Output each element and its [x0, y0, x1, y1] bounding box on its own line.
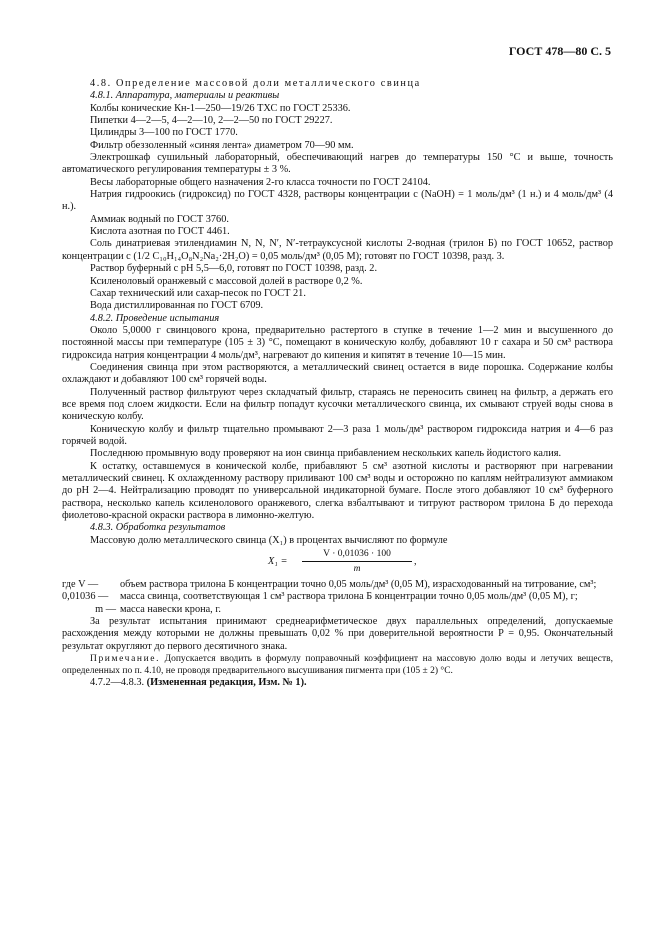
definition-text: масса свинца, соответствующая 1 см³ раствора трилона Б концентрации точно 0,05 моль/дм³ (0,05 М), г; — [120, 591, 578, 603]
definition-row — [62, 604, 613, 616]
change-text: (Измененная редакция, Изм. № 1). — [146, 677, 307, 689]
note — [62, 653, 613, 677]
text-line: Фильтр обеззоленный «синяя лента» диаметром 70—90 мм. — [90, 139, 354, 151]
paragraph: Около 5,0000 г свинцового крона, предварительно растертого в ступке в течение 1—2 мин и высушенного до постоянной массы при температуре (105 ± 3) °С, помещают в коническую колбу, добавляют 10 г сахара и 50 см³ раствора гидроксида натрия концентрации 4 моль/дм³, нагревают до кипения и кипятят в течение 10—15 мин. — [62, 324, 613, 361]
paragraph: Полученный раствор фильтруют через складчатый фильтр, стараясь не переносить свинец на фильтр, а держать его все время под слоем жидкости. Если на фильтр попадут кусочки металлического свинца, их смывают струей воды снова в коническую колбу. — [62, 386, 613, 423]
text-line: Цилиндры 3—100 по ГОСТ 1770. — [90, 127, 238, 139]
formula-lhs: X₁ = — [268, 556, 288, 568]
definition-label: где V — — [62, 579, 99, 591]
text-line: Пипетки 4—2—5, 4—2—10, 2—2—50 по ГОСТ 29227. — [90, 115, 333, 127]
text-line: Колбы конические Кн-1—250—19/26 ТХС по ГОСТ 25336. — [90, 102, 351, 114]
note-text: Допускается вводить в формулу поправочный коэффициент на массовую долю воды и летучих веществ, определенных по п. 4.10, не проводя предварительного высушивания пигмента при (105 ± 2) °С. — [62, 654, 613, 677]
text-line: Кислота азотная по ГОСТ 4461. — [90, 226, 230, 238]
text-line: Вода дистиллированная по ГОСТ 6709. — [90, 300, 264, 312]
formula-denominator: m — [353, 564, 361, 575]
paragraph: Массовую долю металлического свинца (X₁) в процентах вычисляют по формуле — [90, 534, 448, 546]
text-line: Сахар технический или сахар-песок по ГОСТ 21. — [90, 287, 306, 299]
subsection-heading: 4.8.2. Проведение испытания — [90, 312, 220, 324]
definition-row — [62, 591, 613, 603]
formula — [62, 547, 613, 579]
subsection-heading: 4.8.1. Аппаратура, материалы и реактивы — [90, 90, 280, 102]
text-line: Весы лабораторные общего назначения 2-го класса точности по ГОСТ 24104. — [90, 176, 431, 188]
definition-label: 0,01036 — — [62, 591, 109, 603]
paragraph: Соединения свинца при этом растворяются, а металлический свинец остается в виде порошка. Содержание колбы охлаждают и добавляют 100 см³ горячей воды. — [62, 361, 613, 386]
document-body — [62, 78, 613, 689]
result-paragraph: За результат испытания принимают среднеарифметическое двух параллельных определений, допускаемые расхождения между которыми не должны превышать 0,02 % при доверительной вероятности P = 0,95. Окончательный результат округляют до первого десятичного знака. — [62, 616, 613, 652]
change-note — [62, 677, 613, 689]
note-label: Примечание. — [90, 654, 161, 665]
text-line: Аммиак водный по ГОСТ 3760. — [90, 213, 229, 225]
definition-text: объем раствора трилона Б концентрации точно 0,05 моль/дм³ (0,05 М), израсходованный на титрование, см³; — [120, 579, 597, 591]
paragraph: Коническую колбу и фильтр тщательно промывают 2—3 раза 1 моль/дм³ раствором гидроксида натрия и 4—6 раз горячей водой. — [62, 423, 613, 447]
paragraph: Электрошкаф сушильный лабораторный, обеспечивающий нагрев до температуры 150 °С и выше, точность автоматического регулирования температуры ± 3 %. — [62, 152, 613, 176]
paragraph: К остатку, оставшемуся в конической колбе, прибавляют 5 см³ азотной кислоты и растворяют при нагревании металлический свинец. К охлажденному раствору приливают 100 см³ воды и осторожно по каплям нейтрализуют аммиаком до pH 2—4. Нейтрализацию проводят по универсальной индикаторной бумаге. После этого добавляют 10 см³ буферного раствора, несколько капель ксиленолового оранжевого, слегка взбалтывают и титруют раствором трилона Б до перехода фиолетово-красной окраски раствора в лимонно-желтую. — [62, 460, 613, 522]
paragraph: Соль динатриевая этилендиамин N, N, N′, N′-тетрауксусной кислоты 2-водная (трилон Б) по ГОСТ 10652, раствор концентрации c (1/2 C₁₀H₁₄O₈N₂Na₂·2H₂O) = 0,05 моль/дм³ (0,05 М); готовят по ГОСТ 10398, разд. 3. — [62, 238, 613, 262]
formula-end: , — [414, 556, 417, 568]
definition-text: масса навески крона, г. — [120, 603, 221, 615]
text-line: Ксиленоловый оранжевый с массовой долей в растворе 0,2 %. — [90, 275, 363, 287]
formula-fraction — [302, 548, 412, 576]
section-heading: 4.8. Определение массовой доли металлического свинца — [90, 78, 421, 89]
definition-list — [62, 579, 613, 616]
text-line: Раствор буферный с pH 5,5—6,0, готовят по ГОСТ 10398, разд. 2. — [90, 263, 378, 275]
paragraph: Натрия гидроокись (гидроксид) по ГОСТ 4328, растворы концентрации c (NaOH) = 1 моль/дм³ (1 н.) и 4 моль/дм³ (4 н.). — [62, 189, 613, 213]
page-header: ГОСТ 478—80 С. 5 — [508, 44, 611, 58]
change-ref: 4.7.2—4.8.3. — [90, 677, 145, 689]
subsection-heading: 4.8.3. Обработка результатов — [90, 522, 226, 534]
definition-label: m — — [95, 603, 116, 615]
formula-numerator: V · 0,01036 · 100 — [302, 548, 412, 562]
definition-row — [62, 579, 613, 591]
paragraph: Последнюю промывную воду проверяют на ион свинца прибавлением нескольких капель йодистого калия. — [90, 448, 562, 460]
